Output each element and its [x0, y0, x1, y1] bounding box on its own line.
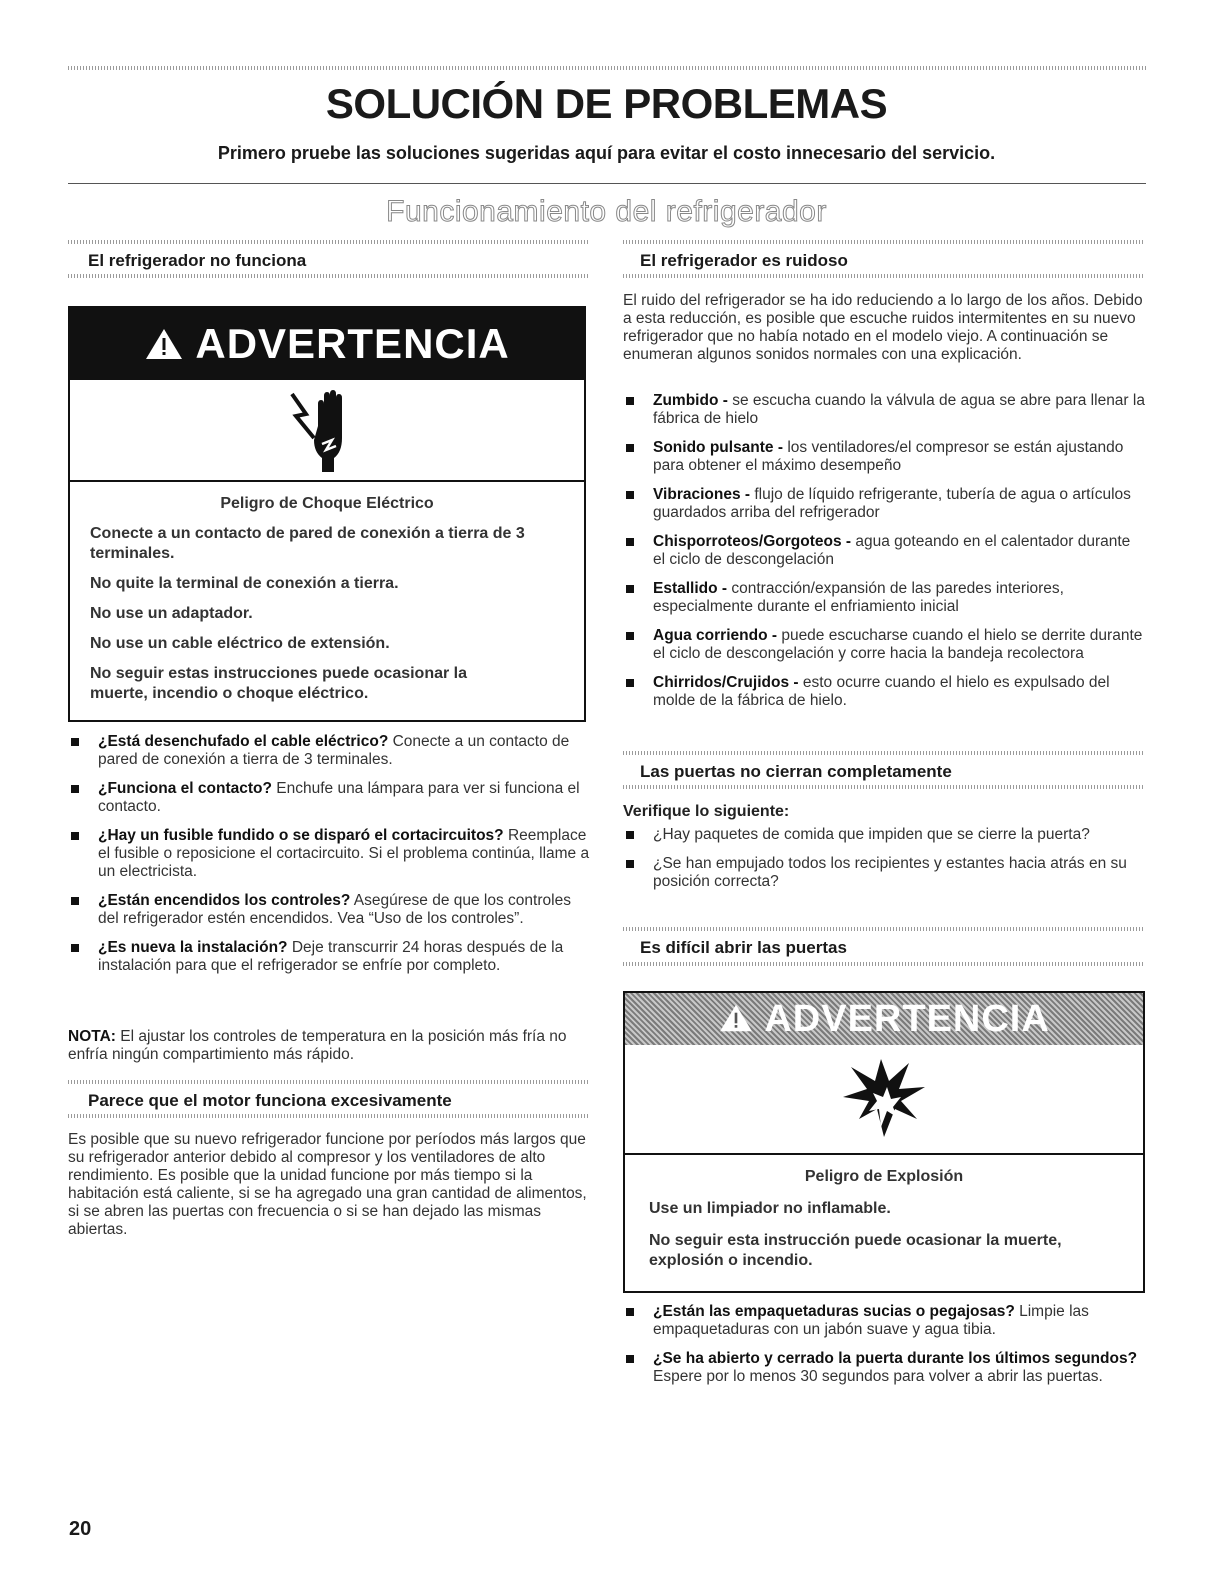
list-item: Sonido pulsante - los ventiladores/el compresor se están ajustando para obtener el máximo desempeño: [623, 439, 1145, 475]
warning-body: [70, 482, 584, 704]
warning-hazard: Peligro de Explosión: [804, 1168, 964, 1185]
divider: [623, 751, 1145, 755]
warning-hazard: Peligro de Choque Eléctrico: [220, 495, 434, 512]
warning-line: Use un limpiador no inflamable.: [649, 1200, 891, 1217]
warning-triangle-icon: [144, 320, 195, 367]
warning-line: No seguir estas instrucciones puede ocasionar la muerte, incendio o choque eléctrico.: [90, 665, 468, 702]
list-item: ¿Está desenchufado el cable eléctrico? Conecte a un contacto de pared de conexión a tierra de 3 terminales.: [68, 733, 590, 769]
warning-line: Conecte a un contacto de pared de conexión a tierra de 3 terminales.: [90, 525, 525, 562]
heading-dificil: Es difícil abrir las puertas: [640, 938, 847, 957]
divider: [68, 274, 590, 278]
heading-motor: Parece que el motor funciona excesivamente: [88, 1091, 452, 1110]
warning-line: No use un adaptador.: [90, 605, 253, 622]
heading-puertas: Las puertas no cierran completamente: [640, 762, 952, 781]
header-rule: [68, 183, 1146, 184]
electric-shock-hand-icon: [288, 386, 368, 481]
top-dotted-rule: [68, 66, 1146, 70]
warning-header: [625, 993, 1143, 1045]
page-subtitle: Primero pruebe las soluciones sugeridas aquí para evitar el costo innecesario del servicio.: [217, 143, 996, 163]
list-item: Estallido - contracción/expansión de las paredes interiores, especialmente durante el enfriamiento inicial: [623, 580, 1145, 616]
list-item: Zumbido - se escucha cuando la válvula de agua se abre para llenar la fábrica de hielo: [623, 392, 1145, 428]
warning-icon-area: [625, 1045, 1143, 1155]
dificil-list: [623, 1303, 1145, 1397]
explosion-icon: [839, 1057, 929, 1148]
note: NOTA: El ajustar los controles de temperatura en la posición más fría no enfría ningún compartimiento más rápido.: [68, 1028, 567, 1063]
divider: [623, 785, 1145, 789]
divider: [623, 927, 1145, 931]
divider: [623, 274, 1145, 278]
divider: [623, 240, 1145, 244]
list-item: ¿Hay un fusible fundido o se disparó el cortacircuitos? Reemplace el fusible o reposicione el cortacircuito. Si el problema continúa, llame a un electricista.: [68, 827, 590, 881]
warning-line: No seguir esta instrucción puede ocasionar la muerte, explosión o incendio.: [649, 1232, 1062, 1269]
warning-box-explosion: [623, 991, 1145, 1293]
motor-text: Es posible que su nuevo refrigerador funcione por períodos más largos que su refrigerador anterior debido al compresor y los ventiladores de alto rendimiento. Es posible que la unidad funcione por más tiempo si la habitación está caliente, si se ha agregado una gran cantidad de alimentos, si se abren las puertas con frecuencia o si se han dejado las mismas abiertas.: [68, 1131, 587, 1238]
warning-line: No quite la terminal de conexión a tierra.: [90, 575, 399, 592]
warning-body: [625, 1155, 1143, 1271]
verify-label: Verifique lo siguiente:: [623, 803, 790, 820]
warning-icon-area: [70, 380, 584, 482]
list-item: Agua corriendo - puede escucharse cuando el hielo se derrite durante el ciclo de descongelación y corre hacia la bandeja recolectora: [623, 627, 1145, 663]
heading-no-funciona: El refrigerador no funciona: [88, 251, 307, 270]
page-number: 20: [69, 1518, 92, 1540]
list-item: ¿Hay paquetes de comida que impiden que se cierre la puerta?: [623, 826, 1145, 844]
list-item: ¿Están encendidos los controles? Asegúrese de que los controles del refrigerador estén encendidos. Vea “Uso de los controles”.: [68, 892, 590, 928]
divider: [68, 240, 590, 244]
list-item: Chirridos/Crujidos - esto ocurre cuando el hielo es expulsado del molde de la fábrica de hielo.: [623, 674, 1145, 710]
section-title: Funcionamiento del refrigerador: [386, 195, 827, 228]
list-item: ¿Funciona el contacto? Enchufe una lámpara para ver si funciona el contacto.: [68, 780, 590, 816]
warning-line: No use un cable eléctrico de extensión.: [90, 635, 390, 652]
no-funciona-list: [68, 733, 590, 986]
page-title: SOLUCIÓN DE PROBLEMAS: [325, 80, 888, 127]
list-item: ¿Están las empaquetaduras sucias o pegajosas? Limpie las empaquetaduras con un jabón suave y agua tibia.: [623, 1303, 1145, 1339]
warning-label: ADVERTENCIA: [195, 320, 510, 367]
warning-triangle-icon: [718, 998, 764, 1040]
warning-header: [70, 308, 584, 380]
list-item: ¿Es nueva la instalación? Deje transcurrir 24 horas después de la instalación para que el refrigerador se enfríe por completo.: [68, 939, 590, 975]
divider: [68, 1080, 590, 1084]
divider: [68, 1114, 590, 1118]
warning-box-electric: [68, 306, 586, 722]
heading-ruidoso: El refrigerador es ruidoso: [640, 251, 848, 270]
divider: [623, 962, 1145, 966]
list-item: Vibraciones - flujo de líquido refrigerante, tubería de agua o artículos guardados arriba del refrigerador: [623, 486, 1145, 522]
puertas-list: [623, 826, 1145, 902]
list-item: ¿Se han empujado todos los recipientes y estantes hacia atrás en su posición correcta?: [623, 855, 1145, 891]
ruidoso-list: [623, 392, 1145, 721]
warning-label: ADVERTENCIA: [764, 998, 1050, 1040]
list-item: Chisporroteos/Gorgoteos - agua goteando en el calentador durante el ciclo de descongelación: [623, 533, 1145, 569]
list-item: ¿Se ha abierto y cerrado la puerta durante los últimos segundos? Espere por lo menos 30 segundos para volver a abrir las puertas.: [623, 1350, 1145, 1386]
ruidoso-intro: El ruido del refrigerador se ha ido reduciendo a lo largo de los años. Debido a esta reducción, es posible que escuche ruidos intermitentes en su nuevo refrigerador que no había notado en el modelo viejo. A continuación se enumeran algunos sonidos normales con una explicación.: [623, 292, 1143, 363]
